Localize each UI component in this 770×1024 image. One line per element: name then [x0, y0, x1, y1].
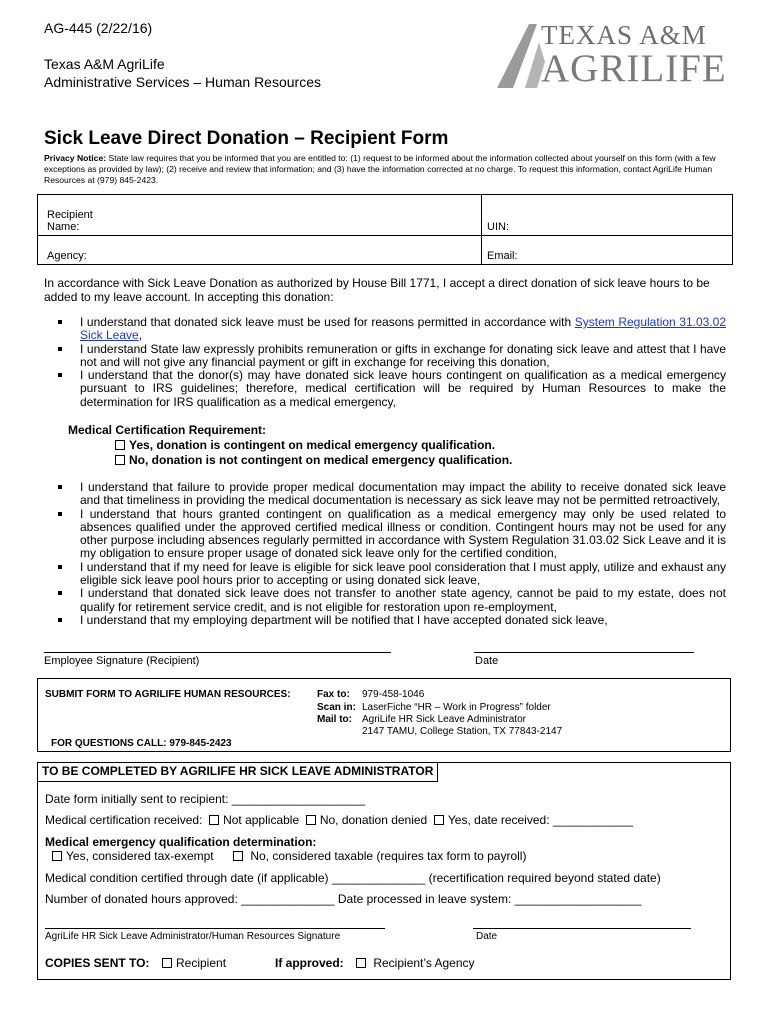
intro-paragraph: In accordance with Sick Leave Donation as authorized by House Bill 1771, I accept a direct donation of sick leave hours to be added to my leave account. In accepting this donation: [44, 276, 710, 304]
list-item-text: I understand that hours granted contingent on qualification as a medical emergency may only be used related to absences qualified under the approved certified medical illness or condition. Contingent hours may not be used for any other purpose including absences regularly permitted in accordance with System Regulation 31.03.02 Sick Leave and it is my obligation to ensure proper usage of donated sick leave only for the certified condition, [80, 506, 726, 561]
determination-heading: Medical emergency qualification determination: [45, 835, 317, 849]
option-label: Yes, donation is contingent on medical emergency qualification. [129, 438, 496, 452]
option-label: Recipient [176, 956, 227, 970]
list-item [44, 614, 726, 627]
list-item-text: , [138, 328, 143, 343]
option-label: Recipient’s Agency [373, 956, 475, 970]
questions-phone: FOR QUESTIONS CALL: 979-845-2423 [51, 738, 232, 749]
if-approved-label: If approved: [275, 956, 344, 970]
uin-label: UIN: [487, 221, 509, 233]
acknowledgement-list-a [44, 316, 726, 409]
privacy-text: State law requires that you be informed that you are entitled to: (1) request to be informed about the information collected about yourself on this form (with a few exceptions as provided by law); (2) receive and review that information; and (3) have the information corrected at no charge. To request this information, contact AgriLife Human Resources at (979) 845-2423. [44, 153, 716, 185]
list-item [44, 343, 726, 370]
list-item-text: I understand that failure to provide proper medical documentation may impact the ability to receive donated sick leave and that timeliness in providing the medical documentation is necessary as sick leave may not be permitted retroactively, [80, 480, 726, 508]
recipient-label-line2: Name: [47, 221, 80, 233]
checkbox-date-received[interactable] [434, 815, 444, 825]
admin-section-heading: TO BE COMPLETED BY AGRILIFE HR SICK LEAVE ADMINISTRATOR [38, 763, 438, 782]
logo-text-agrilife: AGRILIFE [541, 47, 727, 90]
acknowledgement-list-b [44, 481, 726, 627]
list-item [44, 369, 726, 409]
mail-address: 2147 TAMU, College Station, TX 77843-2147 [362, 726, 563, 737]
checkbox[interactable] [162, 958, 172, 968]
recipient-info-box [37, 194, 733, 265]
copies-sent-label: COPIES SENT TO: [45, 956, 150, 970]
submit-info-box [37, 678, 731, 752]
option-label: No, considered taxable (requires tax form to payroll) [250, 849, 527, 863]
department-name: Administrative Services – Human Resources [44, 74, 321, 90]
email-label: Email: [487, 250, 518, 262]
form-id: AG-445 (2/22/16) [44, 20, 153, 36]
option-label: Yes, considered tax-exempt [66, 849, 214, 863]
hours-approved-field[interactable]: Number of donated hours approved: ______________ Date processed in leave system: ___________________ [45, 892, 642, 906]
cert-through-field[interactable]: Medical condition certified through date (if applicable) ______________ (recertification required beyond stated date) [45, 871, 661, 885]
recipient-name-field[interactable] [106, 207, 478, 229]
option-copy-agency[interactable] [356, 956, 475, 970]
list-item [44, 561, 726, 588]
logo-text-texas: TEXAS A&M [541, 20, 707, 50]
privacy-label: Privacy Notice: [44, 153, 107, 163]
list-item-text: I understand that donated sick leave does not transfer to another state agency, cannot be paid to my estate, does not qualify for retirement service credit, and is not eligible for restoration upon re-employment, [80, 586, 726, 614]
medical-option-yes[interactable] [115, 438, 495, 452]
checkbox-not-applicable[interactable] [209, 815, 219, 825]
agency-field[interactable] [94, 239, 474, 261]
option-copy-recipient[interactable] [162, 956, 226, 970]
admin-signature-line[interactable] [45, 928, 385, 929]
checkbox[interactable] [115, 455, 125, 465]
submit-heading: SUBMIT FORM TO AGRILIFE HUMAN RESOURCES: [45, 689, 291, 700]
privacy-notice [44, 153, 724, 186]
employee-date-line[interactable] [474, 652, 694, 653]
employee-signature-line[interactable] [44, 652, 391, 653]
scan-label: Scan in: [317, 702, 356, 713]
field-label: Medical certification received: [45, 813, 203, 827]
medical-cert-heading: Medical Certification Requirement: [68, 423, 267, 437]
fax-label: Fax to: [317, 689, 350, 700]
employee-date-label: Date [475, 655, 499, 667]
agrilife-logo [495, 18, 727, 90]
checkbox[interactable] [233, 851, 243, 861]
list-item-text: I understand State law expressly prohibits remuneration or gifts in exchange for donating sick leave and attest that I have not and will not give any financial payment or gift in exchange for receiving this donation, [80, 341, 726, 369]
medical-cert-received-row [45, 813, 633, 827]
uin-field[interactable] [513, 215, 723, 231]
scan-location: LaserFiche “HR – Work in Progress” folder [362, 702, 551, 713]
list-item [44, 481, 726, 508]
box-divider [481, 195, 482, 264]
admin-date-label: Date [476, 931, 498, 942]
mail-recipient: AgriLife HR Sick Leave Administrator [362, 714, 526, 725]
agency-label: Agency: [47, 250, 87, 262]
admin-section-box [37, 762, 731, 980]
checkbox[interactable] [115, 440, 125, 450]
checkbox-donation-denied[interactable] [306, 815, 316, 825]
recipient-name-label [47, 209, 93, 233]
email-field[interactable] [524, 239, 724, 261]
option-label: Not applicable [223, 813, 300, 827]
option-label: Yes, date received: ____________ [447, 813, 633, 827]
option-tax-exempt[interactable] [52, 849, 214, 863]
option-taxable[interactable] [233, 849, 526, 863]
list-item [44, 316, 726, 343]
page-title: Sick Leave Direct Donation – Recipient Form [44, 128, 449, 149]
option-label: No, donation denied [319, 813, 428, 827]
employee-signature-label: Employee Signature (Recipient) [44, 655, 200, 667]
medical-option-no[interactable] [115, 453, 512, 467]
list-item-text: I understand that my employing department will be notified that I have accepted donated sick leave, [80, 612, 608, 627]
list-item [44, 587, 726, 614]
list-item-text: I understand that if my need for leave is eligible for sick leave pool consideration that I must apply, utilize and exhaust any eligible sick leave pool hours prior to accepting or using donated sick leave, [80, 559, 726, 588]
date-sent-field[interactable]: Date form initially sent to recipient: ____________________ [45, 792, 366, 806]
list-item-text: I understand that donated sick leave must be used for reasons permitted in accordance with [80, 315, 575, 329]
checkbox[interactable] [356, 958, 366, 968]
option-label: No, donation is not contingent on medical emergency qualification. [129, 453, 513, 467]
admin-date-line[interactable] [473, 928, 691, 929]
checkbox[interactable] [52, 851, 62, 861]
list-item [44, 508, 726, 561]
fax-number: 979-458-1046 [362, 689, 425, 700]
system-regulation-link[interactable]: System Regulation 31.03.02 Sick Leave [80, 315, 726, 343]
org-name: Texas A&M AgriLife [44, 56, 165, 72]
recipient-label-line1: Recipient [47, 209, 93, 221]
box-row-divider [38, 235, 732, 236]
list-item-text: I understand that the donor(s) may have donated sick leave hours contingent on qualification as a medical emergency pursuant to IRS guidelines; therefore, medical certification will be required by Human Resources to make the determination for IRS qualification as a medical emergency, [80, 368, 726, 409]
admin-signature-label: AgriLife HR Sick Leave Administrator/Human Resources Signature [45, 931, 341, 942]
mail-label: Mail to: [317, 714, 352, 725]
